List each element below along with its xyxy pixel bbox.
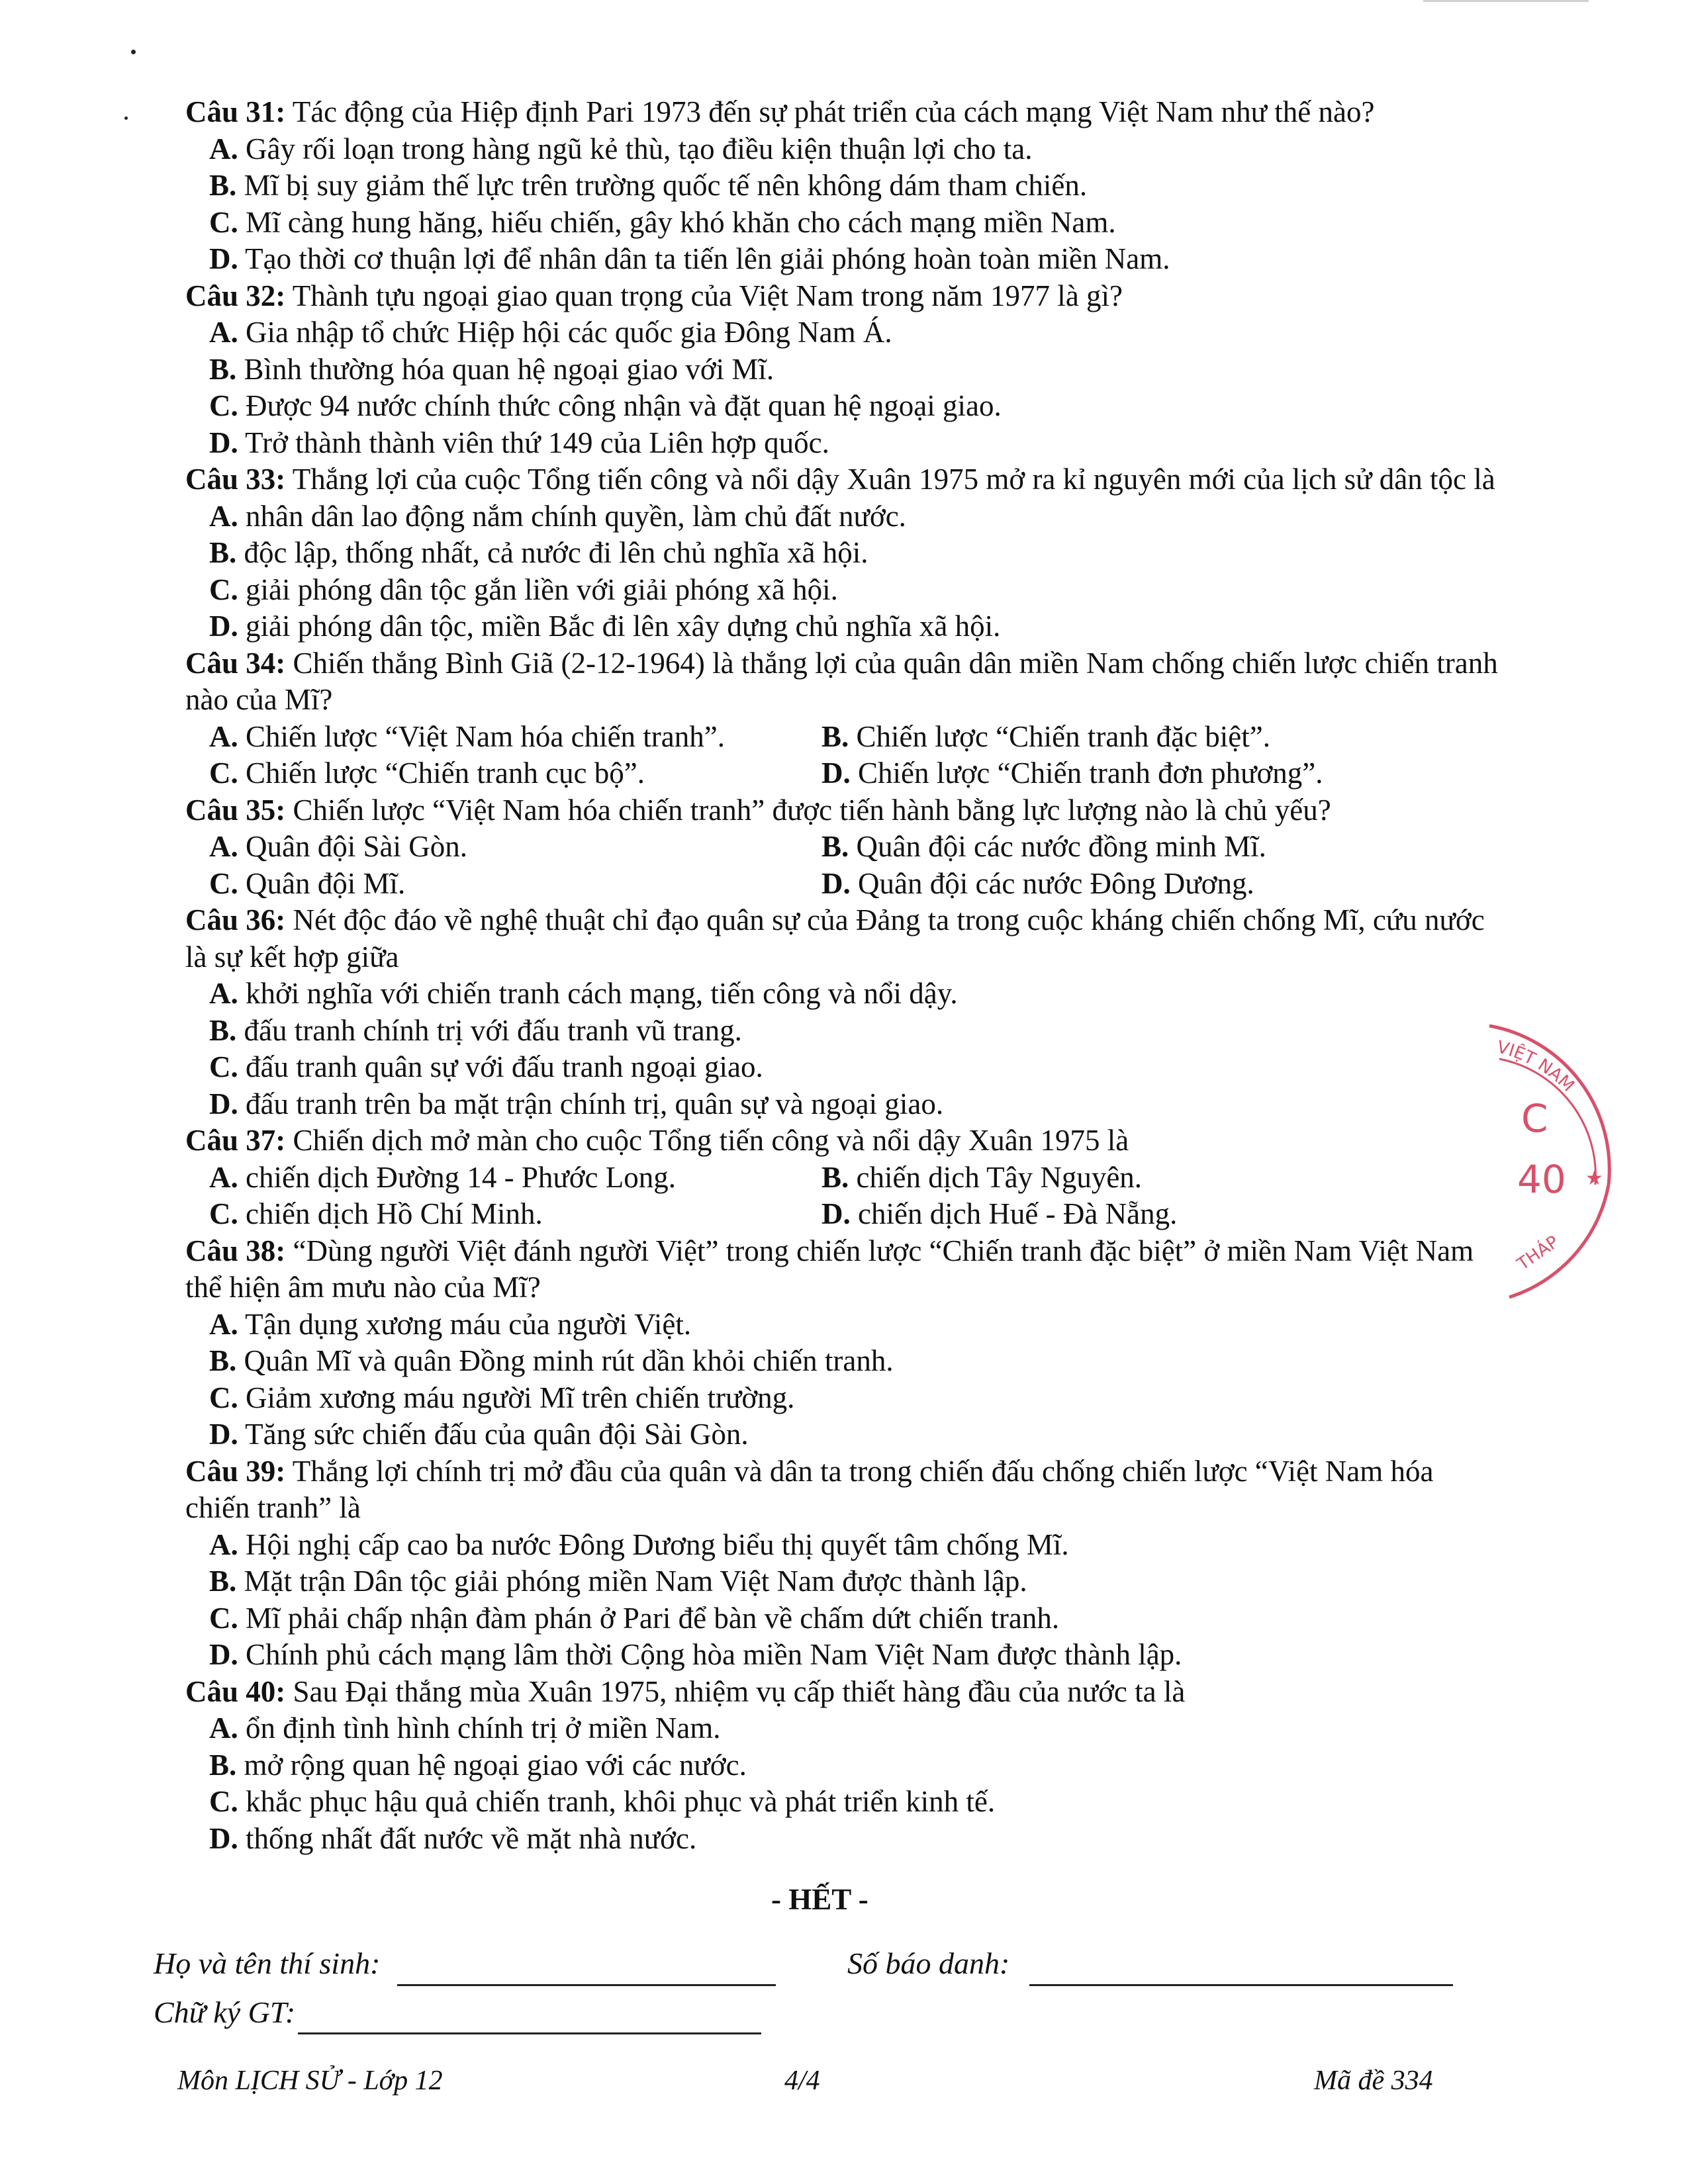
option-text: Bình thường hóa quan hệ ngoại giao với Mĩ. bbox=[236, 352, 774, 386]
answer-options bbox=[209, 1527, 1503, 1674]
option-text: Tạo thời cơ thuận lợi để nhân dân ta tiến lên giải phóng hoàn toàn miền Nam. bbox=[238, 242, 1170, 275]
question-block bbox=[185, 1674, 1503, 1858]
question-text: “Dùng người Việt đánh người Việt” trong chiến lược “Chiến tranh đặc biệt” ở miền Nam Việt Nam thể hiện âm mưu nào của Mĩ? bbox=[185, 1234, 1474, 1304]
answer-option bbox=[209, 1380, 1503, 1417]
option-text: Quân đội Sài Gòn. bbox=[238, 830, 467, 863]
option-letter: D. bbox=[209, 242, 238, 275]
answer-option bbox=[209, 1821, 1503, 1858]
option-letter: A. bbox=[209, 499, 238, 533]
option-text: Quân đội các nước Đông Dương. bbox=[850, 866, 1254, 900]
option-text: độc lập, thống nhất, cả nước đi lên chủ nghĩa xã hội. bbox=[236, 536, 868, 569]
question-stem bbox=[185, 461, 1503, 498]
question-block bbox=[185, 278, 1503, 462]
option-text: Quân đội các nước đồng minh Mĩ. bbox=[849, 830, 1266, 863]
question-stem bbox=[185, 278, 1503, 315]
answer-option bbox=[209, 866, 821, 903]
answer-options bbox=[209, 1710, 1503, 1857]
option-text: khắc phục hậu quả chiến tranh, khôi phục và phát triển kinh tế. bbox=[238, 1785, 996, 1818]
question-number: Câu 34: bbox=[185, 646, 286, 680]
footer-exam-code: Mã đề 334 bbox=[1314, 2066, 1433, 2096]
option-letter: C. bbox=[209, 1050, 238, 1083]
answer-option bbox=[209, 976, 1503, 1013]
option-text: Chiến lược “Chiến tranh đặc biệt”. bbox=[849, 719, 1270, 753]
option-letter: C. bbox=[209, 205, 238, 239]
question-number: Câu 39: bbox=[185, 1454, 286, 1488]
answer-option bbox=[209, 388, 1503, 425]
option-letter: B. bbox=[821, 830, 849, 863]
question-number: Câu 32: bbox=[185, 279, 286, 312]
seal-ring-text: VIỆT NAM bbox=[1495, 1037, 1578, 1096]
option-letter: C. bbox=[209, 1381, 238, 1414]
answer-option bbox=[209, 608, 1503, 645]
seal-star-icon: ★ bbox=[1585, 1167, 1603, 1190]
answer-option bbox=[821, 1196, 1483, 1233]
option-text: ổn định tình hình chính trị ở miền Nam. bbox=[238, 1711, 721, 1745]
supervisor-signature-label: Chữ ký GT: bbox=[154, 1995, 296, 2029]
question-text: Chiến dịch mở màn cho cuộc Tổng tiến công và nổi dậy Xuân 1975 là bbox=[285, 1124, 1129, 1157]
top-edge-line bbox=[1423, 0, 1589, 2]
question-stem bbox=[185, 792, 1503, 829]
answer-options bbox=[209, 498, 1503, 645]
option-text: Hội nghị cấp cao ba nước Đông Dương biểu thị quyết tâm chống Mĩ. bbox=[238, 1527, 1069, 1561]
answer-option bbox=[821, 755, 1483, 792]
end-marker: - HẾT - bbox=[771, 1883, 868, 1916]
option-letter: D. bbox=[821, 866, 851, 900]
option-text: Được 94 nước chính thức công nhận và đặt quan hệ ngoại giao. bbox=[238, 389, 1002, 422]
answer-option bbox=[209, 241, 1503, 278]
option-letter: B. bbox=[209, 1344, 237, 1377]
answer-option bbox=[209, 1306, 1503, 1343]
question-text: Thành tựu ngoại giao quan trọng của Việt Nam trong năm 1977 là gì? bbox=[285, 279, 1123, 312]
answer-option bbox=[209, 719, 821, 756]
option-text: đấu tranh trên ba mặt trận chính trị, quân sự và ngoại giao. bbox=[238, 1087, 944, 1120]
footer-page-number: 4/4 bbox=[784, 2066, 820, 2096]
scan-speck bbox=[131, 50, 136, 54]
registration-number-field[interactable] bbox=[1029, 1984, 1453, 1986]
answer-option bbox=[209, 314, 1503, 351]
seal-fragment-number: 40 bbox=[1517, 1157, 1566, 1202]
option-letter: C. bbox=[209, 866, 238, 900]
question-text: Thắng lợi của cuộc Tổng tiến công và nổi dậy Xuân 1975 mở ra kỉ nguyên mới của lịch sử dân tộc là bbox=[285, 463, 1495, 496]
option-letter: B. bbox=[209, 169, 237, 202]
option-letter: A. bbox=[209, 132, 238, 165]
answer-option bbox=[209, 1747, 1503, 1784]
option-text: chiến dịch Huế - Đà Nẵng. bbox=[850, 1197, 1178, 1230]
scan-speck bbox=[124, 116, 128, 120]
question-stem bbox=[185, 902, 1503, 976]
answer-option bbox=[209, 1527, 1503, 1564]
option-text: chiến dịch Tây Nguyên. bbox=[849, 1160, 1143, 1194]
option-letter: A. bbox=[209, 1307, 238, 1341]
option-letter: D. bbox=[821, 756, 851, 790]
option-letter: D. bbox=[209, 1638, 238, 1671]
option-text: Quân Mĩ và quân Đồng minh rút dần khỏi chiến tranh. bbox=[236, 1344, 894, 1377]
option-text: thống nhất đất nước về mặt nhà nước. bbox=[238, 1821, 697, 1855]
option-letter: D. bbox=[209, 1087, 238, 1120]
candidate-name-label: Họ và tên thí sinh: bbox=[154, 1946, 381, 1980]
question-text: Chiến lược “Việt Nam hóa chiến tranh” được tiến hành bằng lực lượng nào là chủ yếu? bbox=[285, 793, 1331, 827]
answer-option bbox=[209, 1049, 1503, 1086]
option-text: Chính phủ cách mạng lâm thời Cộng hòa miền Nam Việt Nam được thành lập. bbox=[238, 1638, 1182, 1671]
answer-option bbox=[209, 1784, 1503, 1821]
question-block bbox=[185, 645, 1503, 792]
answer-option bbox=[209, 1563, 1503, 1600]
answer-options bbox=[209, 976, 1503, 1122]
option-text: đấu tranh chính trị với đấu tranh vũ trang. bbox=[236, 1013, 742, 1047]
option-letter: C. bbox=[209, 1601, 238, 1635]
option-letter: B. bbox=[821, 1160, 849, 1194]
option-text: mở rộng quan hệ ngoại giao với các nước. bbox=[236, 1748, 747, 1782]
option-letter: A. bbox=[209, 316, 238, 349]
answer-option bbox=[209, 535, 1503, 572]
option-letter: B. bbox=[209, 1748, 237, 1782]
option-letter: B. bbox=[821, 719, 849, 753]
question-block bbox=[185, 792, 1503, 903]
answer-option bbox=[209, 498, 1503, 535]
answer-option bbox=[209, 1637, 1503, 1674]
answer-option bbox=[209, 1196, 821, 1233]
answer-option bbox=[209, 829, 821, 866]
option-text: Mĩ phải chấp nhận đàm phán ở Pari để bàn về chấm dứt chiến tranh. bbox=[238, 1601, 1060, 1635]
option-letter: A. bbox=[209, 1160, 238, 1194]
supervisor-signature-field[interactable] bbox=[298, 2032, 761, 2034]
question-text: Thắng lợi chính trị mở đầu của quân và dân ta trong chiến đấu chống chiến lược “Việt Nam hóa chiến tranh” là bbox=[185, 1454, 1434, 1524]
option-letter: C. bbox=[209, 389, 238, 422]
question-list bbox=[185, 94, 1503, 1857]
question-text: Tác động của Hiệp định Pari 1973 đến sự phát triển của cách mạng Việt Nam như thế nào? bbox=[285, 95, 1375, 128]
question-stem bbox=[185, 94, 1503, 131]
answer-option bbox=[209, 1160, 821, 1197]
option-text: giải phóng dân tộc, miền Bắc đi lên xây dựng chủ nghĩa xã hội. bbox=[238, 610, 1001, 643]
answer-option bbox=[209, 1710, 1503, 1747]
question-text: Sau Đại thắng mùa Xuân 1975, nhiệm vụ cấp thiết hàng đầu của nước ta là bbox=[285, 1674, 1186, 1708]
option-text: Mặt trận Dân tộc giải phóng miền Nam Việt Nam được thành lập. bbox=[236, 1565, 1027, 1598]
option-text: Mĩ càng hung hăng, hiếu chiến, gây khó khăn cho cách mạng miền Nam. bbox=[238, 205, 1116, 239]
option-text: Gia nhập tổ chức Hiệp hội các quốc gia Đông Nam Á. bbox=[238, 316, 892, 349]
option-letter: D. bbox=[209, 1418, 238, 1451]
question-number: Câu 36: bbox=[185, 903, 286, 936]
option-text: Mĩ bị suy giảm thế lực trên trường quốc tế nên không dám tham chiến. bbox=[236, 169, 1088, 202]
question-stem bbox=[185, 645, 1503, 719]
option-letter: D. bbox=[209, 426, 238, 459]
question-number: Câu 31: bbox=[185, 95, 286, 128]
option-text: chiến dịch Đường 14 - Phước Long. bbox=[238, 1160, 677, 1194]
option-letter: B. bbox=[209, 536, 237, 569]
option-letter: C. bbox=[209, 572, 238, 606]
question-block bbox=[185, 1453, 1503, 1674]
option-text: Tận dụng xương máu của người Việt. bbox=[238, 1307, 692, 1341]
answer-option bbox=[209, 167, 1503, 205]
option-text: khởi nghĩa với chiến tranh cách mạng, tiến công và nổi dậy. bbox=[238, 977, 958, 1010]
answer-options bbox=[209, 1160, 1503, 1233]
question-number: Câu 38: bbox=[185, 1234, 286, 1267]
answer-option bbox=[821, 866, 1483, 903]
option-letter: A. bbox=[209, 1711, 238, 1745]
option-text: Chiến lược “Chiến tranh cục bộ”. bbox=[238, 756, 645, 790]
option-letter: A. bbox=[209, 977, 238, 1010]
red-seal-stamp bbox=[1483, 1013, 1615, 1304]
option-letter: C. bbox=[209, 1785, 238, 1818]
question-number: Câu 33: bbox=[185, 463, 286, 496]
question-stem bbox=[185, 1453, 1503, 1527]
option-letter: B. bbox=[209, 352, 237, 386]
answer-option bbox=[209, 1600, 1503, 1637]
answer-options bbox=[209, 131, 1503, 278]
answer-options bbox=[209, 719, 1503, 792]
answer-option bbox=[209, 572, 1503, 609]
question-block bbox=[185, 1122, 1503, 1233]
answer-options bbox=[209, 1306, 1503, 1453]
option-letter: A. bbox=[209, 719, 238, 753]
question-stem bbox=[185, 1674, 1503, 1711]
question-text: Nét độc đáo về nghệ thuật chỉ đạo quân sự của Đảng ta trong cuộc kháng chiến chống Mĩ, cứu nước là sự kết hợp giữa bbox=[185, 903, 1485, 974]
question-number: Câu 37: bbox=[185, 1124, 286, 1157]
answer-option bbox=[209, 1013, 1503, 1050]
option-text: Tăng sức chiến đấu của quân đội Sài Gòn. bbox=[238, 1418, 749, 1451]
option-text: giải phóng dân tộc gắn liền với giải phóng xã hội. bbox=[238, 572, 838, 606]
option-text: nhân dân lao động nắm chính quyền, làm chủ đất nước. bbox=[238, 499, 906, 533]
option-text: đấu tranh quân sự với đấu tranh ngoại giao. bbox=[238, 1050, 763, 1083]
option-letter: D. bbox=[209, 610, 238, 643]
question-stem bbox=[185, 1233, 1503, 1306]
answer-option bbox=[821, 719, 1483, 756]
question-stem bbox=[185, 1122, 1503, 1160]
answer-options bbox=[209, 829, 1503, 902]
question-block bbox=[185, 461, 1503, 645]
answer-option bbox=[209, 1416, 1503, 1453]
option-text: Quân đội Mĩ. bbox=[238, 866, 406, 900]
answer-option bbox=[209, 131, 1503, 168]
question-text: Chiến thắng Bình Giã (2-12-1964) là thắng lợi của quân dân miền Nam chống chiến lược chiến tranh nào của Mĩ? bbox=[185, 646, 1498, 716]
option-letter: D. bbox=[821, 1197, 851, 1230]
question-number: Câu 40: bbox=[185, 1674, 286, 1708]
answer-option bbox=[821, 829, 1483, 866]
option-text: Chiến lược “Việt Nam hóa chiến tranh”. bbox=[238, 719, 725, 753]
option-text: Giảm xương máu người Mĩ trên chiến trường. bbox=[238, 1381, 795, 1414]
candidate-name-field[interactable] bbox=[397, 1984, 776, 1986]
option-text: Trở thành thành viên thứ 149 của Liên hợp quốc. bbox=[238, 426, 829, 459]
option-text: Gây rối loạn trong hàng ngũ kẻ thù, tạo điều kiện thuận lợi cho ta. bbox=[238, 132, 1033, 165]
option-text: Chiến lược “Chiến tranh đơn phương”. bbox=[850, 756, 1323, 790]
answer-option bbox=[209, 755, 821, 792]
footer-subject: Môn LỊCH SỬ - Lớp 12 bbox=[177, 2066, 443, 2096]
option-letter: C. bbox=[209, 1197, 238, 1230]
answer-option bbox=[209, 1343, 1503, 1380]
option-letter: D. bbox=[209, 1821, 238, 1855]
seal-fragment-letter: C bbox=[1521, 1096, 1548, 1141]
answer-option bbox=[209, 205, 1503, 242]
question-block bbox=[185, 94, 1503, 278]
answer-option bbox=[209, 1086, 1503, 1123]
option-letter: A. bbox=[209, 830, 238, 863]
option-letter: C. bbox=[209, 756, 238, 790]
registration-number-label: Số báo danh: bbox=[847, 1946, 1010, 1980]
option-letter: A. bbox=[209, 1527, 238, 1561]
question-block bbox=[185, 902, 1503, 1122]
option-text: chiến dịch Hồ Chí Minh. bbox=[238, 1197, 543, 1230]
seal-bottom-text: THÁP bbox=[1513, 1232, 1563, 1275]
option-letter: B. bbox=[209, 1013, 237, 1047]
answer-option bbox=[209, 351, 1503, 388]
question-block bbox=[185, 1233, 1503, 1453]
answer-option bbox=[821, 1160, 1483, 1197]
answer-options bbox=[209, 314, 1503, 461]
question-number: Câu 35: bbox=[185, 793, 286, 827]
answer-option bbox=[209, 425, 1503, 462]
option-letter: B. bbox=[209, 1565, 237, 1598]
